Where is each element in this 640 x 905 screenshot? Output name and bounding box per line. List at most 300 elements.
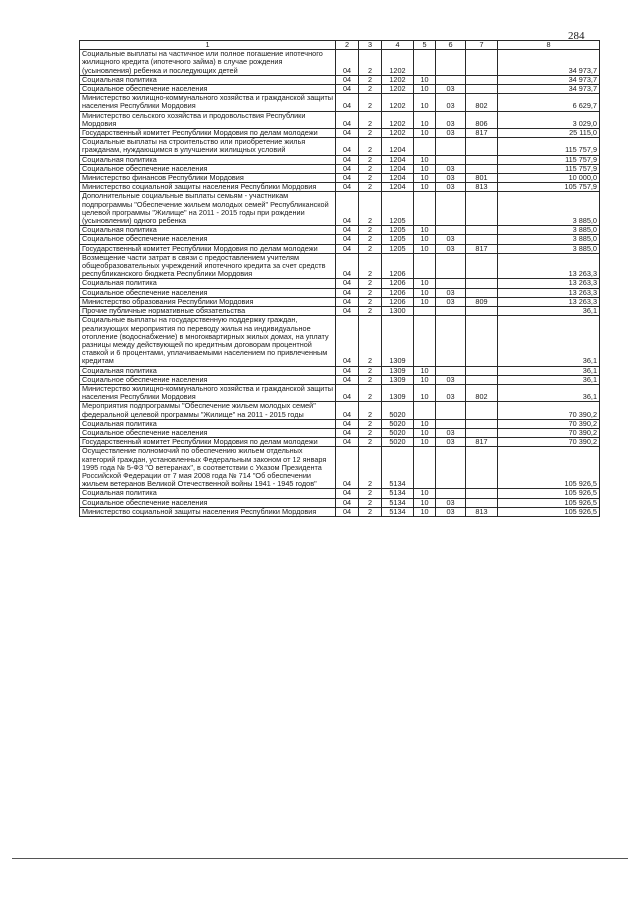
subsection-code: 03 (436, 288, 466, 297)
table-row (80, 307, 600, 316)
table-row (80, 489, 600, 498)
code-col-3: 2 (359, 297, 382, 306)
ministry-code (466, 375, 498, 384)
subsection-code (436, 489, 466, 498)
subsection-code (436, 253, 466, 279)
code-col-2: 04 (336, 447, 359, 489)
budget-table (79, 40, 600, 517)
code-col-3: 2 (359, 75, 382, 84)
subsection-code: 03 (436, 174, 466, 183)
row-description: Социальная политика (80, 279, 336, 288)
table-row (80, 226, 600, 235)
ministry-code (466, 419, 498, 428)
ministry-code (466, 288, 498, 297)
row-description: Министерство жилищно-коммунального хозяйства и гражданской защиты населения Республики Мордовия (80, 384, 336, 401)
table-row (80, 111, 600, 128)
section-code: 10 (414, 244, 436, 253)
subsection-code: 03 (436, 244, 466, 253)
amount: 36,1 (498, 316, 600, 366)
ministry-code (466, 366, 498, 375)
table-row (80, 94, 600, 111)
row-description: Социальная политика (80, 155, 336, 164)
code-col-3: 2 (359, 498, 382, 507)
section-code: 10 (414, 384, 436, 401)
table-row (80, 75, 600, 84)
code-col-3: 2 (359, 164, 382, 173)
code-col-3: 2 (359, 288, 382, 297)
ministry-code: 813 (466, 183, 498, 192)
amount: 115 757,9 (498, 164, 600, 173)
section-code (414, 138, 436, 155)
row-description: Социальные выплаты на строительство или приобретение жилья гражданам, нуждающимся в улучшении жилищных условий (80, 138, 336, 155)
code-col-2: 04 (336, 375, 359, 384)
code-col-4: 1309 (382, 366, 414, 375)
column-header: 7 (466, 41, 498, 50)
code-col-3: 2 (359, 307, 382, 316)
row-description: Министерство социальной защиты населения Республики Мордовия (80, 183, 336, 192)
section-code: 10 (414, 507, 436, 516)
ministry-code (466, 316, 498, 366)
subsection-code (436, 447, 466, 489)
section-code: 10 (414, 297, 436, 306)
table-row (80, 183, 600, 192)
subsection-code (436, 279, 466, 288)
amount: 3 885,0 (498, 244, 600, 253)
code-col-4: 1309 (382, 375, 414, 384)
section-code (414, 402, 436, 419)
amount: 34 973,7 (498, 50, 600, 76)
section-code: 10 (414, 164, 436, 173)
row-description: Социальная политика (80, 226, 336, 235)
row-description: Социальная политика (80, 366, 336, 375)
subsection-code: 03 (436, 94, 466, 111)
subsection-code: 03 (436, 498, 466, 507)
section-code: 10 (414, 174, 436, 183)
section-code: 10 (414, 129, 436, 138)
code-col-2: 04 (336, 419, 359, 428)
ministry-code (466, 192, 498, 226)
row-description: Министерство сельского хозяйства и продовольствия Республики Мордовия (80, 111, 336, 128)
row-description: Дополнительные социальные выплаты семьям - участникам подпрограммы "Обеспечение жильем молодых семей" Республиканской целевой программы "Жилище" на 2011 - 2015 годы при рождении (усыновлении) одного ребенка (80, 192, 336, 226)
table-row (80, 235, 600, 244)
amount: 36,1 (498, 366, 600, 375)
code-col-4: 1202 (382, 94, 414, 111)
subsection-code (436, 138, 466, 155)
code-col-3: 2 (359, 253, 382, 279)
ministry-code: 806 (466, 111, 498, 128)
code-col-4: 5020 (382, 402, 414, 419)
amount: 105 926,5 (498, 447, 600, 489)
code-col-2: 04 (336, 384, 359, 401)
table-body (80, 50, 600, 517)
page-number: 284 (568, 30, 585, 42)
ministry-code: 809 (466, 297, 498, 306)
table-row (80, 138, 600, 155)
subsection-code (436, 155, 466, 164)
subsection-code: 03 (436, 183, 466, 192)
code-col-2: 04 (336, 111, 359, 128)
section-code: 10 (414, 438, 436, 447)
bottom-rule (12, 858, 628, 859)
column-header: 5 (414, 41, 436, 50)
code-col-3: 2 (359, 174, 382, 183)
code-col-2: 04 (336, 428, 359, 437)
amount: 70 390,2 (498, 428, 600, 437)
code-col-2: 04 (336, 85, 359, 94)
ministry-code (466, 85, 498, 94)
code-col-3: 2 (359, 138, 382, 155)
row-description: Социальная политика (80, 419, 336, 428)
row-description: Социальные выплаты на частичное или полное погашение ипотечного жилищного кредита (ипотечного займа) в случае рождения (усыновления) ребенка и последующих детей (80, 50, 336, 76)
amount: 70 390,2 (498, 438, 600, 447)
table-row (80, 438, 600, 447)
table-row (80, 375, 600, 384)
section-code: 10 (414, 366, 436, 375)
amount: 34 973,7 (498, 75, 600, 84)
table-row (80, 366, 600, 375)
row-description: Социальное обеспечение населения (80, 288, 336, 297)
row-description: Социальное обеспечение населения (80, 164, 336, 173)
table-row (80, 192, 600, 226)
column-header: 8 (498, 41, 600, 50)
ministry-code: 802 (466, 94, 498, 111)
subsection-code (436, 402, 466, 419)
row-description: Социальные выплаты на государственную поддержку граждан, реализующих мероприятия по переводу жилья на индивидуальное отопление (водоснабжение) в многоквартирных жилых домах, на уплату разницы между действующей по кредитным договорам процентной ставкой и 6 процентами, уплачиваемыми населением по привлеченным кредитам (80, 316, 336, 366)
subsection-code: 03 (436, 164, 466, 173)
section-code: 10 (414, 75, 436, 84)
code-col-3: 2 (359, 183, 382, 192)
ministry-code (466, 428, 498, 437)
code-col-2: 04 (336, 507, 359, 516)
code-col-2: 04 (336, 498, 359, 507)
code-col-2: 04 (336, 316, 359, 366)
code-col-3: 2 (359, 94, 382, 111)
code-col-3: 2 (359, 402, 382, 419)
section-code: 10 (414, 85, 436, 94)
ministry-code: 817 (466, 244, 498, 253)
table-row (80, 288, 600, 297)
header-row (80, 41, 600, 50)
row-description: Министерство жилищно-коммунального хозяйства и гражданской защиты населения Республики Мордовия (80, 94, 336, 111)
amount: 105 757,9 (498, 183, 600, 192)
row-description: Государственный комитет Республики Мордовия по делам молодежи (80, 129, 336, 138)
subsection-code (436, 75, 466, 84)
subsection-code: 03 (436, 507, 466, 516)
subsection-code: 03 (436, 85, 466, 94)
table-row (80, 85, 600, 94)
code-col-3: 2 (359, 226, 382, 235)
table-row (80, 50, 600, 76)
table-row (80, 155, 600, 164)
section-code (414, 192, 436, 226)
subsection-code (436, 366, 466, 375)
subsection-code: 03 (436, 129, 466, 138)
ministry-code: 802 (466, 384, 498, 401)
section-code (414, 50, 436, 76)
code-col-4: 1204 (382, 174, 414, 183)
code-col-4: 1206 (382, 253, 414, 279)
code-col-4: 1204 (382, 138, 414, 155)
code-col-4: 1202 (382, 75, 414, 84)
code-col-2: 04 (336, 244, 359, 253)
ministry-code (466, 155, 498, 164)
subsection-code: 03 (436, 375, 466, 384)
row-description: Осуществление полномочий по обеспечению жильем отдельных категорий граждан, установленных Федеральным законом от 12 января 1995 года № 5-ФЗ "О ветеранах", в соответствии с Указом Президента Российской Федерации от 7 мая 2008 года № 714 "Об обеспечении жильем ветеранов Великой Отечественной войны 1941 - 1945 годов" (80, 447, 336, 489)
code-col-3: 2 (359, 489, 382, 498)
section-code: 10 (414, 419, 436, 428)
code-col-2: 04 (336, 489, 359, 498)
row-description: Государственный комитет Республики Мордовия по делам молодежи (80, 244, 336, 253)
row-description: Социальное обеспечение населения (80, 498, 336, 507)
ministry-code (466, 50, 498, 76)
code-col-2: 04 (336, 288, 359, 297)
code-col-4: 1202 (382, 129, 414, 138)
code-col-3: 2 (359, 111, 382, 128)
amount: 6 629,7 (498, 94, 600, 111)
table-row (80, 316, 600, 366)
section-code: 10 (414, 111, 436, 128)
code-col-4: 5134 (382, 507, 414, 516)
section-code: 10 (414, 155, 436, 164)
ministry-code: 817 (466, 438, 498, 447)
amount: 34 973,7 (498, 85, 600, 94)
code-col-4: 5134 (382, 447, 414, 489)
code-col-2: 04 (336, 366, 359, 375)
ministry-code: 801 (466, 174, 498, 183)
code-col-2: 04 (336, 297, 359, 306)
section-code: 10 (414, 375, 436, 384)
section-code: 10 (414, 183, 436, 192)
table-row (80, 384, 600, 401)
code-col-4: 1202 (382, 50, 414, 76)
table-row (80, 447, 600, 489)
amount: 13 263,3 (498, 279, 600, 288)
code-col-4: 5020 (382, 438, 414, 447)
code-col-3: 2 (359, 244, 382, 253)
amount: 3 885,0 (498, 235, 600, 244)
code-col-2: 04 (336, 253, 359, 279)
section-code: 10 (414, 288, 436, 297)
code-col-3: 2 (359, 50, 382, 76)
code-col-4: 1309 (382, 384, 414, 401)
row-description: Государственный комитет Республики Мордовия по делам молодежи (80, 438, 336, 447)
code-col-2: 04 (336, 307, 359, 316)
amount: 36,1 (498, 384, 600, 401)
code-col-2: 04 (336, 402, 359, 419)
subsection-code (436, 226, 466, 235)
code-col-4: 1202 (382, 111, 414, 128)
ministry-code (466, 138, 498, 155)
code-col-4: 1204 (382, 183, 414, 192)
row-description: Прочие публичные нормативные обязательства (80, 307, 336, 316)
code-col-3: 2 (359, 419, 382, 428)
code-col-2: 04 (336, 155, 359, 164)
code-col-3: 2 (359, 366, 382, 375)
row-description: Социальная политика (80, 75, 336, 84)
amount: 36,1 (498, 375, 600, 384)
code-col-4: 5020 (382, 428, 414, 437)
ministry-code (466, 489, 498, 498)
row-description: Мероприятия подпрограммы "Обеспечение жильем молодых семей" федеральной целевой программы "Жилище" на 2011 - 2015 годы (80, 402, 336, 419)
subsection-code: 03 (436, 235, 466, 244)
code-col-4: 1206 (382, 288, 414, 297)
amount: 115 757,9 (498, 155, 600, 164)
ministry-code: 817 (466, 129, 498, 138)
table-row (80, 164, 600, 173)
amount: 3 885,0 (498, 192, 600, 226)
section-code (414, 316, 436, 366)
subsection-code (436, 50, 466, 76)
subsection-code (436, 316, 466, 366)
code-col-2: 04 (336, 235, 359, 244)
code-col-2: 04 (336, 192, 359, 226)
row-description: Социальная политика (80, 489, 336, 498)
code-col-4: 1205 (382, 192, 414, 226)
ministry-code (466, 307, 498, 316)
row-description: Социальное обеспечение населения (80, 85, 336, 94)
amount: 70 390,2 (498, 419, 600, 428)
amount: 105 926,5 (498, 489, 600, 498)
code-col-2: 04 (336, 183, 359, 192)
code-col-3: 2 (359, 155, 382, 164)
section-code (414, 253, 436, 279)
row-description: Министерство социальной защиты населения Республики Мордовия (80, 507, 336, 516)
code-col-3: 2 (359, 235, 382, 244)
column-header: 3 (359, 41, 382, 50)
amount: 13 263,3 (498, 288, 600, 297)
section-code: 10 (414, 489, 436, 498)
code-col-3: 2 (359, 447, 382, 489)
subsection-code: 03 (436, 428, 466, 437)
section-code: 10 (414, 235, 436, 244)
ministry-code (466, 75, 498, 84)
amount: 3 885,0 (498, 226, 600, 235)
code-col-4: 1205 (382, 244, 414, 253)
code-col-4: 5020 (382, 419, 414, 428)
code-col-3: 2 (359, 384, 382, 401)
ministry-code (466, 447, 498, 489)
section-code: 10 (414, 428, 436, 437)
code-col-2: 04 (336, 164, 359, 173)
code-col-2: 04 (336, 438, 359, 447)
amount: 13 263,3 (498, 297, 600, 306)
ministry-code (466, 402, 498, 419)
amount: 70 390,2 (498, 402, 600, 419)
section-code (414, 447, 436, 489)
table-row (80, 279, 600, 288)
row-description: Социальное обеспечение населения (80, 235, 336, 244)
code-col-4: 1309 (382, 316, 414, 366)
row-description: Социальное обеспечение населения (80, 428, 336, 437)
code-col-2: 04 (336, 174, 359, 183)
table-row (80, 428, 600, 437)
code-col-4: 1205 (382, 235, 414, 244)
column-header: 2 (336, 41, 359, 50)
section-code: 10 (414, 498, 436, 507)
code-col-2: 04 (336, 138, 359, 155)
subsection-code (436, 419, 466, 428)
code-col-4: 1300 (382, 307, 414, 316)
code-col-3: 2 (359, 428, 382, 437)
ministry-code (466, 498, 498, 507)
code-col-4: 5134 (382, 489, 414, 498)
table-row (80, 402, 600, 419)
amount: 36,1 (498, 307, 600, 316)
column-header: 1 (80, 41, 336, 50)
code-col-2: 04 (336, 94, 359, 111)
amount: 3 029,0 (498, 111, 600, 128)
column-header: 4 (382, 41, 414, 50)
code-col-2: 04 (336, 50, 359, 76)
table-row (80, 297, 600, 306)
ministry-code (466, 253, 498, 279)
amount: 25 115,0 (498, 129, 600, 138)
ministry-code (466, 226, 498, 235)
subsection-code: 03 (436, 111, 466, 128)
code-col-4: 1206 (382, 279, 414, 288)
code-col-2: 04 (336, 129, 359, 138)
table-row (80, 498, 600, 507)
ministry-code: 813 (466, 507, 498, 516)
table-row (80, 507, 600, 516)
code-col-3: 2 (359, 279, 382, 288)
row-description: Министерство образования Республики Мордовия (80, 297, 336, 306)
row-description: Министерство финансов Республики Мордовия (80, 174, 336, 183)
code-col-3: 2 (359, 192, 382, 226)
subsection-code (436, 307, 466, 316)
section-code (414, 307, 436, 316)
row-description: Возмещение части затрат в связи с предоставлением учителям общеобразовательных учреждений ипотечного кредита за счет средств республиканского бюджета Республики Мордовия (80, 253, 336, 279)
code-col-4: 1204 (382, 155, 414, 164)
code-col-4: 1202 (382, 85, 414, 94)
subsection-code: 03 (436, 297, 466, 306)
amount: 105 926,5 (498, 498, 600, 507)
code-col-3: 2 (359, 316, 382, 366)
code-col-3: 2 (359, 507, 382, 516)
table-row (80, 244, 600, 253)
ministry-code (466, 279, 498, 288)
table-row (80, 253, 600, 279)
code-col-4: 1204 (382, 164, 414, 173)
table-row (80, 129, 600, 138)
column-header: 6 (436, 41, 466, 50)
code-col-3: 2 (359, 85, 382, 94)
row-description: Социальное обеспечение населения (80, 375, 336, 384)
code-col-3: 2 (359, 129, 382, 138)
table-row (80, 419, 600, 428)
amount: 13 263,3 (498, 253, 600, 279)
code-col-3: 2 (359, 438, 382, 447)
ministry-code (466, 235, 498, 244)
amount: 115 757,9 (498, 138, 600, 155)
code-col-3: 2 (359, 375, 382, 384)
ministry-code (466, 164, 498, 173)
section-code: 10 (414, 279, 436, 288)
table-row (80, 174, 600, 183)
subsection-code: 03 (436, 384, 466, 401)
subsection-code (436, 192, 466, 226)
section-code: 10 (414, 226, 436, 235)
amount: 105 926,5 (498, 507, 600, 516)
code-col-2: 04 (336, 75, 359, 84)
subsection-code: 03 (436, 438, 466, 447)
amount: 10 000,0 (498, 174, 600, 183)
code-col-4: 1205 (382, 226, 414, 235)
code-col-2: 04 (336, 226, 359, 235)
code-col-4: 1206 (382, 297, 414, 306)
section-code: 10 (414, 94, 436, 111)
code-col-4: 5134 (382, 498, 414, 507)
